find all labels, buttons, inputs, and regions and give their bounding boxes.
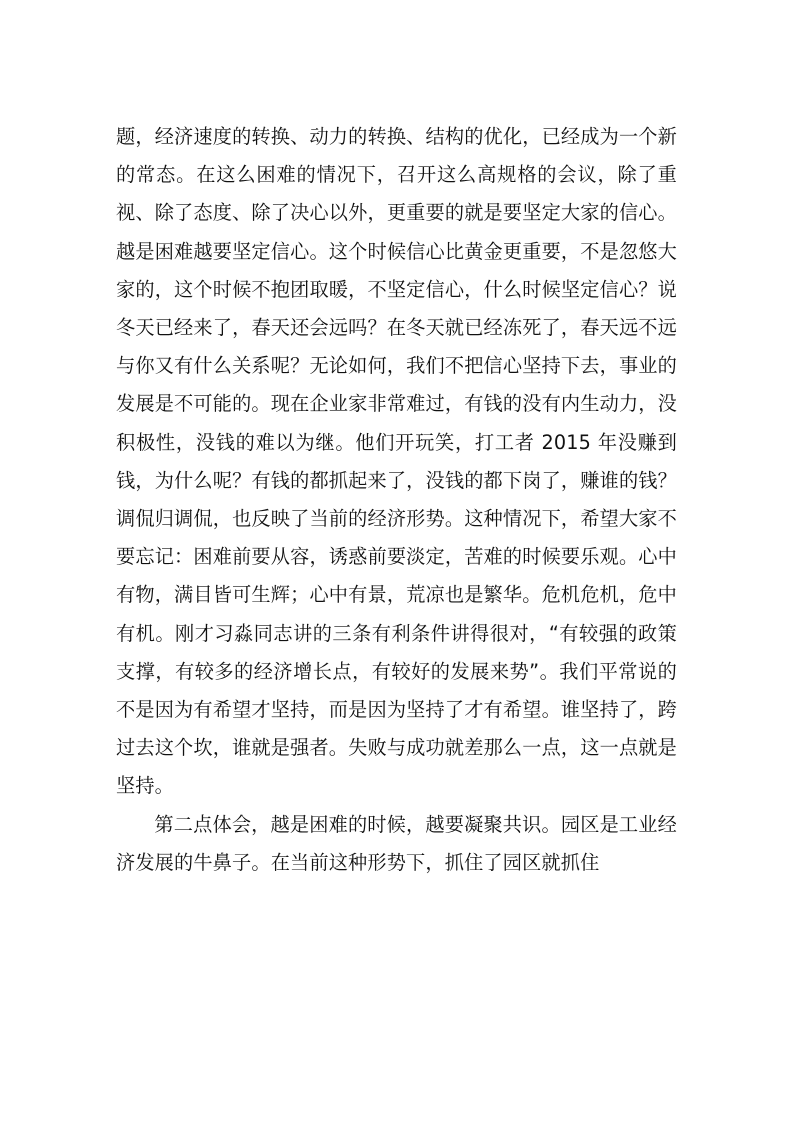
body-text — [116, 118, 677, 882]
paragraph-1: 题，经济速度的转换、动力的转换、结构的优化，已经成为一个新的常态。在这么困难的情况下，召开这么高规格的会议，除了重视、除了态度、除了决心以外，更重要的就是要坚定大家的信心。越是困难越要坚定信心。这个时候信心比黄金更重要，不是忽悠大家的，这个时候不抱团取暖，不坚定信心，什么时候坚定信心？说冬天已经来了，春天还会远吗？在冬天就已经冻死了，春天远不远与你又有什么关系呢？无论如何，我们不把信心坚持下去，事业的发展是不可能的。现在企业家非常难过，有钱的没有内生动力，没积极性，没钱的难以为继。他们开玩笑，打工者 2015 年没赚到钱，为什么呢？有钱的都抓起来了，没钱的都下岗了，赚谁的钱？调侃归调侃，也反映了当前的经济形势。这种情况下，希望大家不要忘记：困难前要从容，诱惑前要淡定，苦难的时候要乐观。心中有物，满目皆可生辉；心中有景，荒凉也是繁华。危机危机，危中有机。刚才习淼同志讲的三条有利条件讲得很对，“有较强的政策支撑，有较多的经济增长点，有较好的发展来势”。我们平常说的不是因为有希望才坚持，而是因为坚持了才有希望。谁坚持了，跨过去这个坎，谁就是强者。失败与成功就差那么一点，这一点就是坚持。 — [116, 125, 677, 798]
paragraph-2: 第二点体会，越是困难的时候，越要凝聚共识。园区是工业经济发展的牛鼻子。在当前这种形势下，抓住了园区就抓住 — [116, 812, 677, 874]
